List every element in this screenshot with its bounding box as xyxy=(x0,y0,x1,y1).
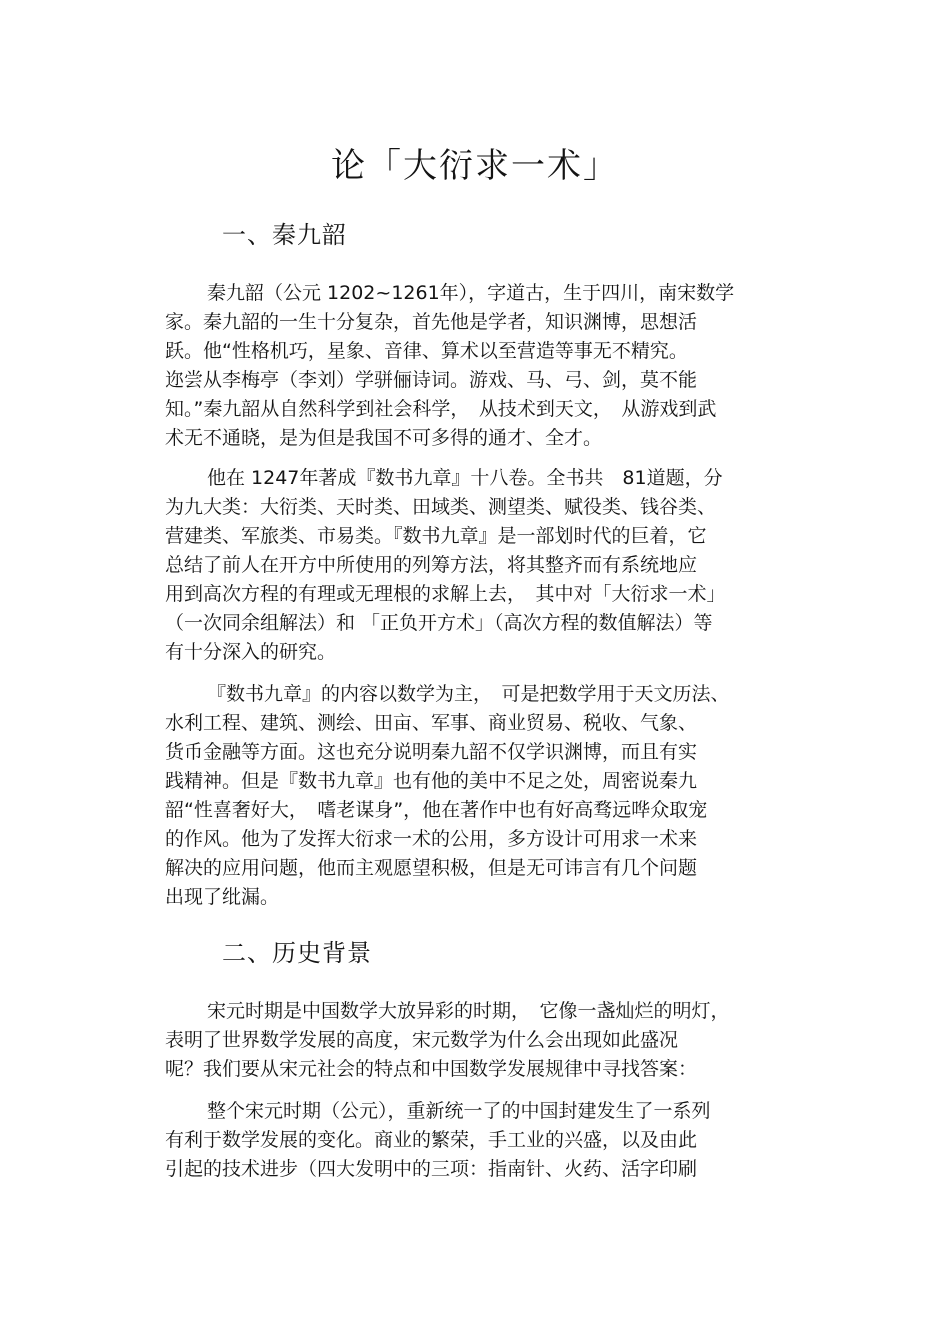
text-line: 韶“性喜奢好大， 嗜老谋身”，他在著作中也有好高骛远哗众取宠 xyxy=(165,799,708,821)
text-line: 有利于数学发展的变化。商业的繁荣，手工业的兴盛，以及由此 xyxy=(165,1129,698,1151)
paragraph xyxy=(165,680,785,912)
text-line: 解决的应用问题，他而主观愿望积极，但是无可讳言有几个问题 xyxy=(165,857,698,879)
text-line: 总结了前人在开方中所使用的列筹方法，将其整齐而有系统地应 xyxy=(165,554,698,576)
text-line: 整个宋元时期（公元），重新统一了的中国封建发生了一系列 xyxy=(207,1100,711,1122)
section-heading-historical-background: 二、历史背景 xyxy=(222,939,372,967)
text-line: 的作风。他为了发挥大衍求一术的公用，多方设计可用求一术来 xyxy=(165,828,698,850)
text-line: 他在 1247年著成『数书九章』十八卷。全书共 81道题，分 xyxy=(207,467,723,489)
text-line: 营建类、军旅类、市易类。『数书九章』是一部划时代的巨着，它 xyxy=(165,525,707,547)
text-line: 家。秦九韶的一生十分复杂，首先他是学者，知识渊博，思想活 xyxy=(165,311,698,333)
paragraph xyxy=(165,464,785,667)
text-line: 呢？我们要从宋元社会的特点和中国数学发展规律中寻找答案： xyxy=(165,1058,698,1080)
text-line: 表明了世界数学发展的高度，宋元数学为什么会出现如此盛况 xyxy=(165,1029,679,1051)
text-line: 术无不通晓，是为但是我国不可多得的通才、全才。 xyxy=(165,427,603,449)
text-line: 跃。他“性格机巧，星象、音律、算术以至营造等事无不精究。 xyxy=(165,340,688,362)
text-line: 为九大类：大衍类、天时类、田域类、测望类、赋役类、钱谷类、 xyxy=(165,496,717,518)
text-line: 用到高次方程的有理或无理根的求解上去， 其中对「大衍求一术」 xyxy=(165,583,726,605)
text-line: 宋元时期是中国数学大放异彩的时期， 它像一盏灿烂的明灯， xyxy=(207,1000,730,1022)
paragraph xyxy=(165,1097,785,1184)
text-line: 践精神。但是『数书九章』也有他的美中不足之处，周密说秦九 xyxy=(165,770,698,792)
text-line: 迩尝从李梅亭（李刘）学骈俪诗词。游戏、马、弓、剑，莫不能 xyxy=(165,369,698,391)
text-line: 引起的技术进步（四大发明中的三项：指南针、火药、活字印刷 xyxy=(165,1158,698,1180)
text-line: 秦九韶（公元 1202~1261年），字道古，生于四川，南宋数学 xyxy=(207,282,735,304)
paragraph xyxy=(165,997,785,1084)
text-line: 货币金融等方面。这也充分说明秦九韶不仅学识渊博，而且有实 xyxy=(165,741,698,763)
text-line: （一次同余组解法）和 「正负开方术」（高次方程的数值解法）等 xyxy=(165,612,713,634)
text-line: 出现了纰漏。 xyxy=(165,886,280,908)
text-line: 有十分深入的研究。 xyxy=(165,641,337,663)
text-line: 『数书九章』的内容以数学为主， 可是把数学用于天文历法、 xyxy=(207,683,730,705)
paragraph xyxy=(165,279,785,453)
section-heading-qin-jiushao: 一、秦九韶 xyxy=(222,221,347,249)
text-line: 水利工程、建筑、测绘、田亩、军事、商业贸易、税收、气象、 xyxy=(165,712,698,734)
document-title: 论「大衍求一术」 xyxy=(331,146,619,186)
text-line: 知。”秦九韶从自然科学到社会科学， 从技术到天文， 从游戏到武 xyxy=(165,398,717,420)
